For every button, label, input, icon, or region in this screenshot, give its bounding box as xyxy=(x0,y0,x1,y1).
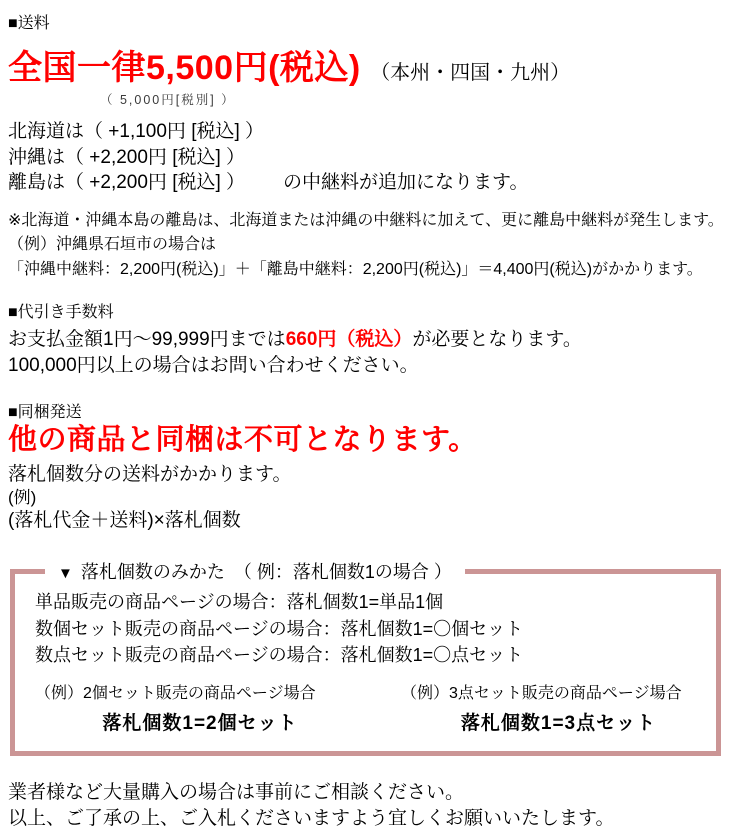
cod-fee-line1-pre: お支払金額1円～99,999円までは xyxy=(8,329,286,350)
surcharge-suffix: の中継料が追加になります。 xyxy=(283,172,529,193)
shipping-heading: ■送料 xyxy=(8,15,50,32)
shipping-price-main: 全国一律5,500円(税込) xyxy=(8,49,361,87)
bundle-line1: 落札個数分の送料がかかります。 xyxy=(8,464,292,485)
shipping-note-example-title: （例）沖縄県石垣市の場合は xyxy=(8,236,217,253)
count-guide-examples xyxy=(35,680,716,735)
surcharge-okinawa: 沖縄は（ +2,200円 [税込] ） xyxy=(8,146,246,168)
footer-line1: 業者様など大量購入の場合は事前にご相談ください。 xyxy=(8,781,465,803)
shipping-notes xyxy=(8,209,750,283)
count-guide-box xyxy=(10,558,721,756)
shipping-section xyxy=(8,10,750,282)
count-rule-single: 単品販売の商品ページの場合：落札個数1=単品1個 xyxy=(35,592,444,612)
surcharge-hokkaido: 北海道は（ +1,100円 [税込] ） xyxy=(8,121,265,142)
cod-fee-section xyxy=(8,299,750,379)
footer-line2: 以上、ご了承の上、ご入札くださいますよう宜しくお願いいたします。 xyxy=(8,807,615,829)
count-guide-rules xyxy=(35,589,716,669)
count-rule-item-set: 数点セット販売の商品ページの場合：落札個数1=〇点セット xyxy=(35,645,524,665)
cod-fee-line2: 100,000円以上の場合はお問い合わせください。 xyxy=(8,355,419,376)
count-example-1-label: （例）2個セット販売の商品ページ場合 xyxy=(35,684,316,702)
count-example-2 xyxy=(401,680,716,735)
bundle-heading: ■同梱発送 xyxy=(8,404,82,421)
surcharge-islands: 離島は（ +2,200円 [税込] ） xyxy=(8,172,246,193)
cod-fee-heading: ■代引き手数料 xyxy=(8,304,114,321)
count-example-2-result: 落札個数1=3点セット xyxy=(460,712,657,734)
cod-fee-line1 xyxy=(8,327,750,353)
cod-fee-line1-post: が必要となります。 xyxy=(412,329,582,350)
shipping-price-region: （本州・四国・九州） xyxy=(370,62,571,84)
footer-notes xyxy=(8,780,750,832)
bundle-line3: (落札代金＋送料)×落札個数 xyxy=(8,510,241,531)
shipping-surcharges xyxy=(8,119,750,196)
count-example-2-label: （例）3点セット販売の商品ページ場合 xyxy=(401,684,682,702)
count-example-1-result: 落札個数1=2個セット xyxy=(102,712,298,734)
shipping-note-remote-islands: ※北海道・沖縄本島の離島は、北海道または沖縄の中継料に加えて、更に離島中継料が発生します。 xyxy=(8,211,724,229)
count-example-1 xyxy=(35,680,365,735)
count-guide-title xyxy=(45,558,465,584)
count-guide-title-text: 落札個数のみかた （ 例：落札個数1の場合 ） xyxy=(80,562,452,582)
surcharge-islands-line xyxy=(8,170,750,196)
triangle-down-icon: ▼ xyxy=(58,565,73,582)
shipping-note-example-calc: 「沖縄中継料：2,200円(税込)」＋「離島中継料：2,200円(税込)」＝4,400円(税込)がかかります。 xyxy=(8,260,703,278)
shipping-price-excl-tax: （ 5,000円[税別] ） xyxy=(100,93,236,107)
bundle-line2: (例) xyxy=(8,488,37,507)
count-rule-piece-set: 数個セット販売の商品ページの場合：落札個数1=〇個セット xyxy=(35,618,524,639)
bundle-section xyxy=(8,399,750,532)
cod-fee-amount: 660円（税込） xyxy=(285,329,413,350)
shipping-price-line xyxy=(8,40,750,89)
bundle-warning: 他の商品と同梱は不可となります。 xyxy=(8,424,478,456)
